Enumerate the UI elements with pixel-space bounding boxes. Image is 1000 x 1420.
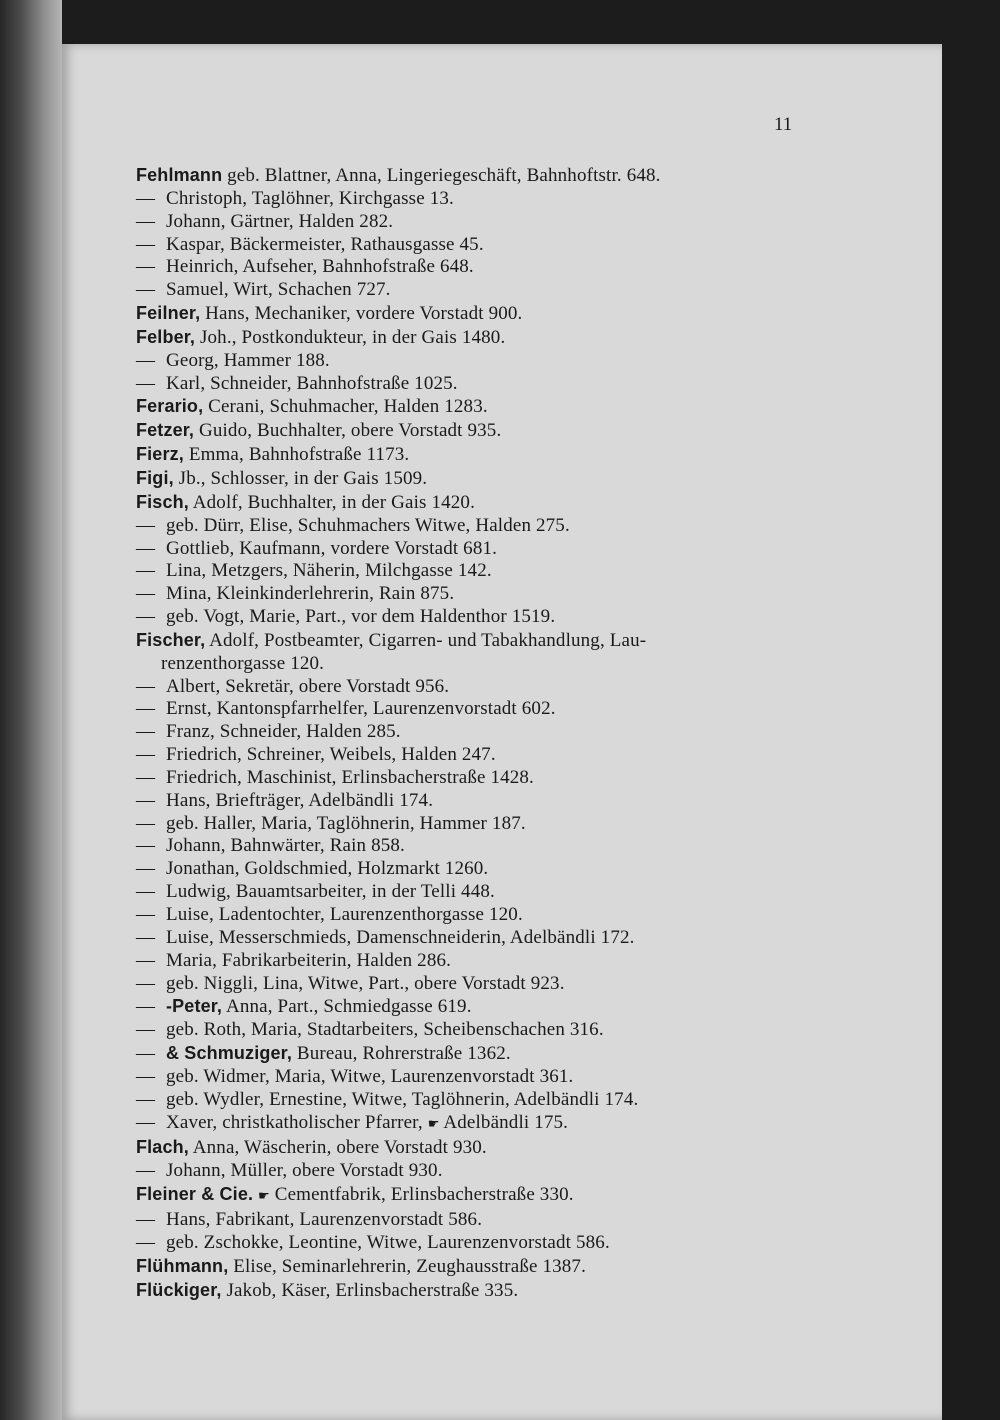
directory-entry bbox=[136, 395, 816, 419]
entry-details: Friedrich, Schreiner, Weibels, Halden 247. bbox=[166, 744, 496, 766]
entry-details: Emma, Bahnhofstraße 1173. bbox=[183, 444, 410, 466]
entry-details: geb. Zschokke, Leontine, Witwe, Laurenzenvorstadt 586. bbox=[166, 1231, 610, 1253]
entry-details: Ludwig, Bauamtsarbeiter, in der Telli 448. bbox=[166, 881, 495, 903]
entry-details: Joh., Postkondukteur, in der Gais 1480. bbox=[195, 326, 506, 348]
entry-details: Adolf, Postbeamter, Cigarren- und Tabakhandlung, Lau- bbox=[205, 629, 647, 651]
entry-details: Anna, Part., Schmiedgasse 619. bbox=[222, 996, 472, 1018]
directory-entry bbox=[136, 373, 816, 396]
ditto-dash: — bbox=[136, 210, 156, 232]
ditto-dash: — bbox=[136, 1088, 156, 1110]
directory-entry bbox=[136, 443, 816, 467]
entry-details: Jakob, Käser, Erlinsbacherstraße 335. bbox=[221, 1279, 519, 1301]
entry-details-continued: Adelbändli 175. bbox=[439, 1111, 569, 1133]
ditto-dash: — bbox=[136, 744, 156, 766]
directory-entry bbox=[136, 1209, 816, 1232]
directory-entry bbox=[136, 515, 816, 538]
entry-details: Hans, Mechaniker, vordere Vorstadt 900. bbox=[200, 303, 523, 325]
entry-details: Christoph, Taglöhner, Kirchgasse 13. bbox=[166, 187, 454, 209]
entry-details: geb. Dürr, Elise, Schuhmachers Witwe, Halden 275. bbox=[166, 514, 570, 536]
entry-surname: Flach, bbox=[136, 1137, 189, 1158]
entry-surname: Flühmann, bbox=[136, 1255, 229, 1276]
ditto-dash: — bbox=[136, 560, 156, 582]
ditto-dash: — bbox=[136, 858, 156, 880]
entry-surname: Fierz, bbox=[136, 444, 184, 465]
ditto-dash: — bbox=[136, 949, 156, 971]
entry-details: Bureau, Rohrerstraße 1362. bbox=[291, 1043, 511, 1065]
ditto-dash: — bbox=[136, 766, 156, 788]
directory-entry bbox=[136, 927, 816, 950]
ditto-dash: — bbox=[136, 606, 156, 628]
directory-entry bbox=[136, 279, 816, 302]
entry-details: Georg, Hammer 188. bbox=[166, 349, 330, 371]
directory-entry bbox=[136, 813, 816, 836]
ditto-dash: — bbox=[136, 1208, 156, 1230]
directory-entry bbox=[136, 767, 816, 790]
ditto-dash: — bbox=[136, 926, 156, 948]
entry-details: Friedrich, Maschinist, Erlinsbacherstraße 1428. bbox=[166, 766, 534, 788]
entry-surname: & Schmuziger, bbox=[166, 1043, 292, 1064]
entry-details: Luise, Ladentochter, Laurenzenthorgasse 120. bbox=[166, 904, 523, 925]
entry-details: Elise, Seminarlehrerin, Zeughausstraße 1387. bbox=[228, 1255, 586, 1277]
entry-surname: -Peter, bbox=[166, 996, 223, 1017]
directory-entry bbox=[136, 606, 816, 629]
directory-entry bbox=[136, 721, 816, 744]
entry-surname: Feilner, bbox=[136, 303, 201, 324]
directory-entry bbox=[136, 538, 816, 561]
directory-entry bbox=[136, 234, 816, 257]
entry-details-continued: Cementfabrik, Erlinsbacherstraße 330. bbox=[269, 1184, 574, 1206]
directory-entry bbox=[136, 653, 816, 676]
entry-details: geb. Haller, Maria, Taglöhnerin, Hammer 187. bbox=[166, 812, 526, 834]
directory-entry bbox=[136, 676, 816, 699]
directory-entry bbox=[136, 1183, 816, 1209]
directory-entry bbox=[136, 1136, 816, 1160]
directory-entry bbox=[136, 350, 816, 373]
directory-entry bbox=[136, 1232, 816, 1255]
directory-entry bbox=[136, 467, 816, 491]
ditto-dash: — bbox=[136, 279, 156, 301]
entry-details: Ernst, Kantonspfarrhelfer, Laurenzenvorstadt 602. bbox=[166, 698, 556, 720]
entry-surname: Fleiner & Cie. bbox=[136, 1184, 254, 1205]
entry-details: Anna, Wäscherin, obere Vorstadt 930. bbox=[188, 1137, 487, 1159]
ditto-dash: — bbox=[136, 972, 156, 994]
directory-entry bbox=[136, 302, 816, 326]
directory-entry bbox=[136, 1066, 816, 1089]
directory-entry bbox=[136, 1112, 816, 1137]
entry-details: Luise, Messerschmieds, Damenschneiderin, Adelbändli 172. bbox=[166, 926, 635, 948]
entry-details: Johann, Gärtner, Halden 282. bbox=[166, 210, 394, 232]
ditto-dash: — bbox=[136, 583, 156, 605]
directory-entry bbox=[136, 1279, 816, 1303]
directory-entry bbox=[136, 491, 816, 515]
entry-details: Mina, Kleinkinderlehrerin, Rain 875. bbox=[166, 583, 455, 605]
directory-entry bbox=[136, 560, 816, 583]
telephone-hand-icon: ☛ bbox=[258, 1189, 270, 1205]
directory-entry bbox=[136, 211, 816, 234]
ditto-dash: — bbox=[136, 537, 156, 559]
entry-details: Guido, Buchhalter, obere Vorstadt 935. bbox=[194, 420, 502, 442]
ditto-dash: — bbox=[136, 1111, 156, 1133]
entry-details: Maria, Fabrikarbeiterin, Halden 286. bbox=[166, 949, 452, 971]
ditto-dash: — bbox=[136, 904, 156, 925]
ditto-dash: — bbox=[136, 996, 156, 1018]
entry-details: Samuel, Wirt, Schachen 727. bbox=[166, 279, 391, 301]
directory-entry bbox=[136, 1019, 816, 1042]
directory-entry bbox=[136, 835, 816, 858]
telephone-hand-icon: ☛ bbox=[427, 1116, 440, 1132]
directory-entries bbox=[136, 164, 816, 1302]
directory-entry bbox=[136, 326, 816, 350]
entry-details: Hans, Briefträger, Adelbändli 174. bbox=[166, 789, 434, 811]
ditto-dash: — bbox=[136, 233, 156, 255]
ditto-dash: — bbox=[136, 881, 156, 903]
entry-surname: Flückiger, bbox=[136, 1279, 222, 1300]
ditto-dash: — bbox=[136, 835, 156, 857]
directory-entry bbox=[136, 904, 816, 927]
entry-details: Jonathan, Goldschmied, Holzmarkt 1260. bbox=[166, 858, 489, 880]
ditto-dash: — bbox=[136, 1160, 156, 1182]
directory-entry bbox=[136, 629, 816, 653]
entry-details: Kaspar, Bäckermeister, Rathausgasse 45. bbox=[166, 233, 484, 255]
entry-surname: Fetzer, bbox=[136, 420, 195, 441]
entry-details: geb. Niggli, Lina, Witwe, Part., obere Vorstadt 923. bbox=[166, 972, 565, 994]
entry-details: geb. Blattner, Anna, Lingeriegeschäft, Bahnhoftstr. 648. bbox=[222, 165, 661, 186]
ditto-dash: — bbox=[136, 1231, 156, 1253]
entry-details: geb. Wydler, Ernestine, Witwe, Taglöhnerin, Adelbändli 174. bbox=[166, 1088, 639, 1110]
entry-surname: Figi, bbox=[136, 467, 174, 488]
entry-details: Johann, Müller, obere Vorstadt 930. bbox=[166, 1160, 443, 1182]
entry-surname: Fehlmann bbox=[136, 165, 223, 185]
ditto-dash: — bbox=[136, 187, 156, 209]
ditto-dash: — bbox=[136, 349, 156, 371]
ditto-dash: — bbox=[136, 675, 156, 697]
directory-entry bbox=[136, 1042, 816, 1066]
entry-details: Cerani, Schuhmacher, Halden 1283. bbox=[203, 396, 488, 418]
entry-details: Heinrich, Aufseher, Bahnhofstraße 648. bbox=[166, 256, 474, 278]
page-number: 11 bbox=[774, 114, 793, 135]
directory-entry bbox=[136, 881, 816, 904]
entry-details: Franz, Schneider, Halden 285. bbox=[166, 721, 401, 743]
ditto-dash: — bbox=[136, 372, 156, 394]
directory-entry bbox=[136, 973, 816, 996]
entry-details: Xaver, christkatholischer Pfarrer, bbox=[166, 1111, 428, 1133]
entry-details: Adolf, Buchhalter, in der Gais 1420. bbox=[188, 491, 475, 513]
entry-details: renzenthorgasse 120. bbox=[161, 652, 325, 674]
entry-surname: Ferario, bbox=[136, 396, 204, 417]
directory-entry bbox=[136, 744, 816, 767]
directory-entry bbox=[136, 790, 816, 813]
ditto-dash: — bbox=[136, 812, 156, 834]
entry-surname: Fischer, bbox=[136, 629, 206, 650]
ditto-dash: — bbox=[136, 789, 156, 811]
directory-entry bbox=[136, 583, 816, 606]
directory-entry bbox=[136, 256, 816, 279]
book-spine bbox=[0, 0, 62, 1420]
entry-details: Jb., Schlosser, in der Gais 1509. bbox=[173, 467, 428, 489]
entry-surname: Felber, bbox=[136, 326, 196, 347]
ditto-dash: — bbox=[136, 721, 156, 743]
directory-entry bbox=[136, 995, 816, 1019]
ditto-dash: — bbox=[136, 1019, 156, 1041]
directory-entry bbox=[136, 1160, 816, 1183]
entry-details: Albert, Sekretär, obere Vorstadt 956. bbox=[166, 675, 450, 697]
ditto-dash: — bbox=[136, 256, 156, 278]
directory-entry bbox=[136, 188, 816, 211]
entry-details: Karl, Schneider, Bahnhofstraße 1025. bbox=[166, 372, 458, 394]
entry-details: geb. Roth, Maria, Stadtarbeiters, Scheibenschachen 316. bbox=[166, 1019, 604, 1041]
entry-details: Johann, Bahnwärter, Rain 858. bbox=[166, 835, 405, 857]
directory-entry bbox=[136, 858, 816, 881]
entry-details: Hans, Fabrikant, Laurenzenvorstadt 586. bbox=[166, 1208, 483, 1230]
entry-details: geb. Widmer, Maria, Witwe, Laurenzenvorstadt 361. bbox=[166, 1065, 574, 1087]
directory-entry bbox=[136, 950, 816, 973]
ditto-dash: — bbox=[136, 1043, 156, 1065]
entry-details: Lina, Metzgers, Näherin, Milchgasse 142. bbox=[166, 560, 492, 582]
entry-surname: Fisch, bbox=[136, 491, 189, 512]
ditto-dash: — bbox=[136, 1065, 156, 1087]
ditto-dash: — bbox=[136, 698, 156, 720]
ditto-dash: — bbox=[136, 514, 156, 536]
entry-details: Gottlieb, Kaufmann, vordere Vorstadt 681. bbox=[166, 537, 498, 559]
directory-entry bbox=[136, 1089, 816, 1112]
directory-entry bbox=[136, 164, 816, 188]
directory-entry bbox=[136, 1255, 816, 1279]
directory-entry bbox=[136, 419, 816, 443]
entry-details: geb. Vogt, Marie, Part., vor dem Haldenthor 1519. bbox=[166, 606, 556, 628]
directory-entry bbox=[136, 698, 816, 721]
